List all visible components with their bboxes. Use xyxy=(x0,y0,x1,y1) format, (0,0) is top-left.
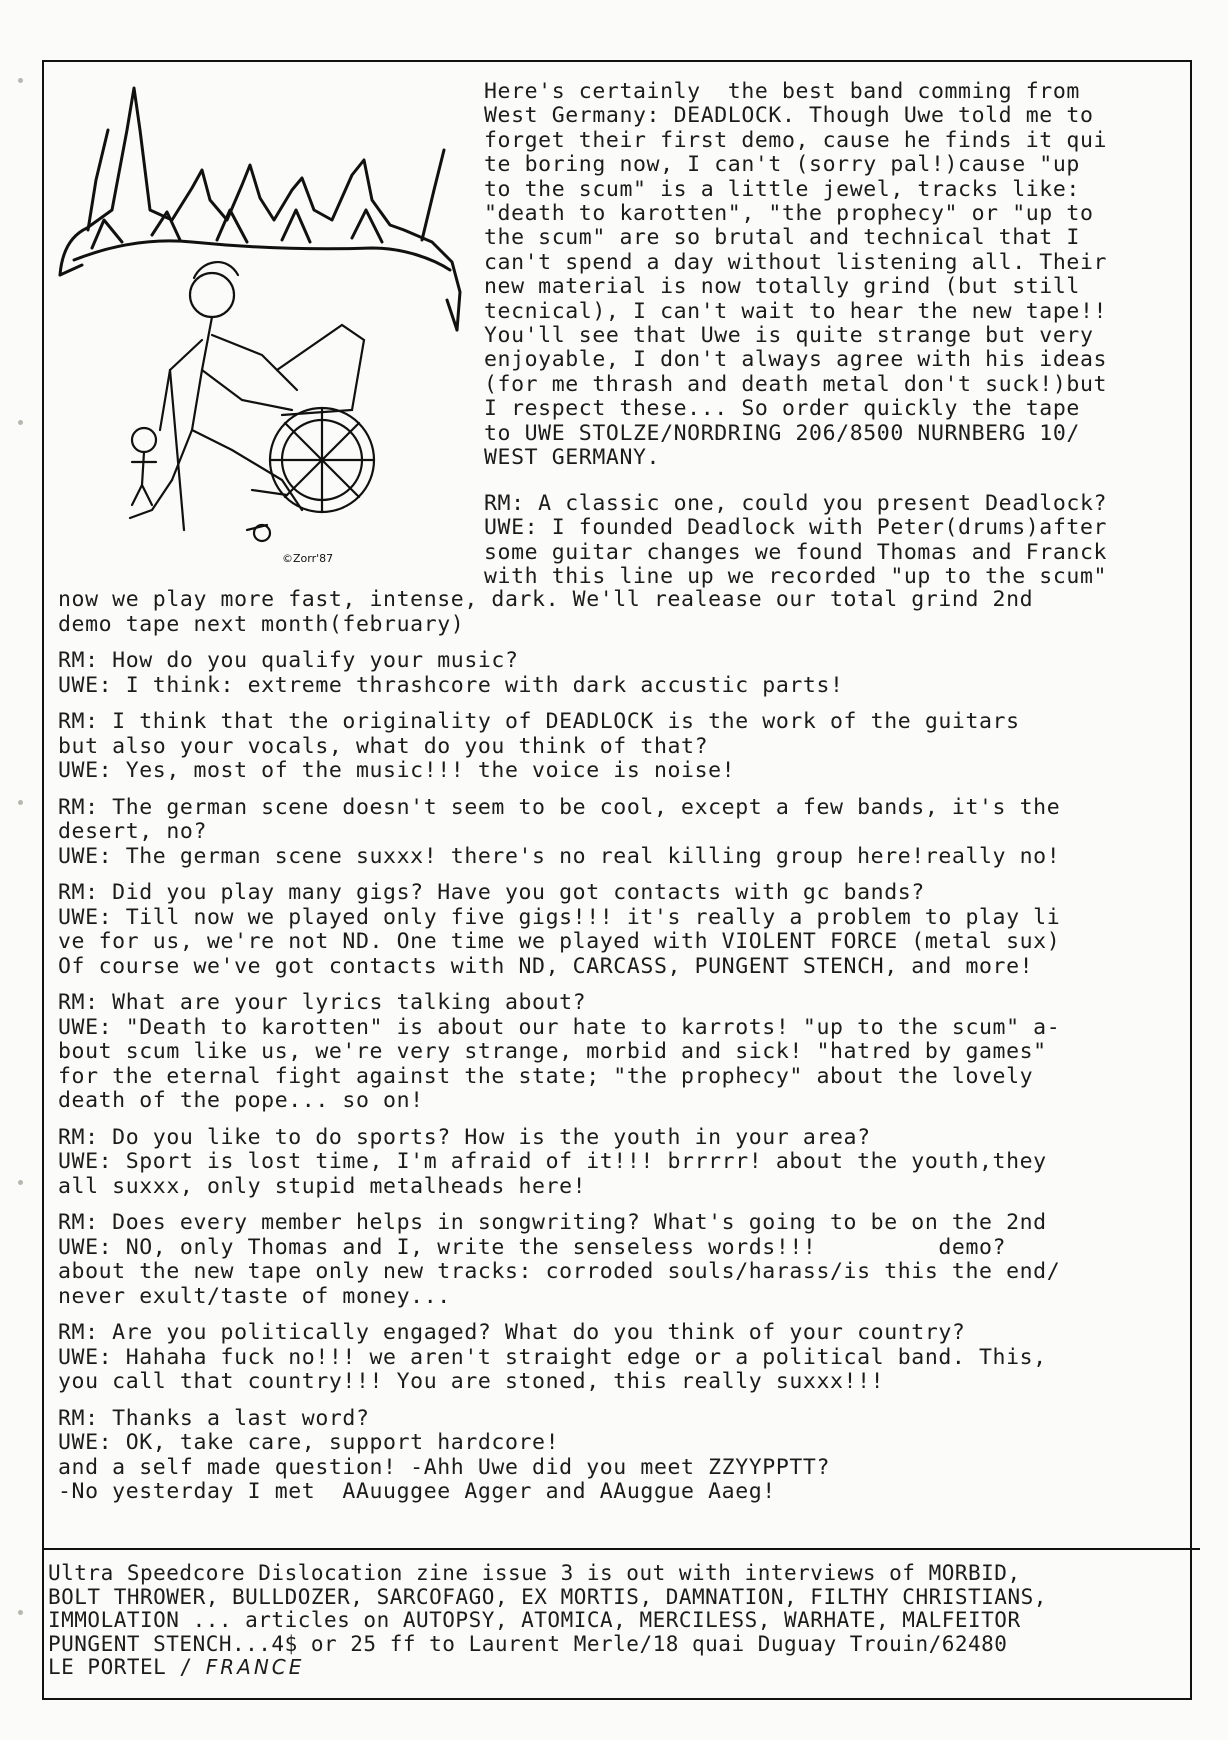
interview-line: now we play more fast, intense, dark. We'll realease our total grind 2nd xyxy=(58,587,1034,612)
interview-line: UWE: Yes, most of the music!!! the voice is noise! xyxy=(58,758,736,783)
intro-line: forget their first demo, cause he finds it qui xyxy=(484,127,1108,153)
interview-line: UWE: The german scene suxxx! there's no real killing group here!really no! xyxy=(58,843,1061,869)
interview-line: UWE: NO, only Thomas and I, write the senseless words!!! demo? xyxy=(58,1234,1007,1260)
interview-paragraph xyxy=(58,649,1193,698)
interview-line: about the new tape only new tracks: corroded souls/harass/is this the end/ xyxy=(58,1259,1061,1284)
interview-line: and a self made question! -Ahh Uwe did you meet ZZYYPPTT? xyxy=(58,1454,831,1480)
intro-line: You'll see that Uwe is quite strange but very xyxy=(484,323,1094,349)
interview-line: RM: Did you play many gigs? Have you got contacts with gc bands? xyxy=(58,880,925,905)
interview-line: you call that country!!! You are stoned, this really suxxx!!! xyxy=(58,1369,885,1394)
interview-line: UWE: OK, take care, support hardcore! xyxy=(58,1430,560,1455)
interview-line: RM: Do you like to do sports? How is the youth in your area? xyxy=(58,1124,871,1150)
interview-line: ve for us, we're not ND. One time we played with VIOLENT FORCE (metal sux) xyxy=(58,929,1061,954)
interview-line: never exult/taste of money... xyxy=(58,1283,451,1309)
handwritten-country: FRANCE xyxy=(205,1655,305,1679)
intro-line: can't spend a day without listening all. Their xyxy=(484,249,1108,275)
interview-line: UWE: Till now we played only five gigs!!! it's really a problem to play li xyxy=(58,904,1061,930)
qa-line: RM: A classic one, could you present Deadlock? xyxy=(484,491,1108,516)
interview-line: RM: The german scene doesn't seem to be cool, except a few bands, it's the xyxy=(58,794,1061,820)
intro-line: te boring now, I can't (sorry pal!)cause "up xyxy=(484,152,1080,178)
band-logo-illustration xyxy=(52,70,472,570)
interview-line: but also your vocals, what do you think of that? xyxy=(58,733,709,759)
footer-divider xyxy=(42,1548,1200,1550)
artist-signature: ©Zorr'87 xyxy=(282,552,334,565)
intro-line: I respect these... So order quickly the tape xyxy=(484,396,1080,422)
interview-paragraph xyxy=(58,991,1193,1114)
interview-line: RM: Are you politically engaged? What do you think of your country? xyxy=(58,1320,966,1345)
intro-line: new material is now totally grind (but still xyxy=(484,274,1080,300)
interview-line: RM: Thanks a last word? xyxy=(58,1405,370,1431)
interview-line: RM: What are your lyrics talking about? xyxy=(58,990,587,1015)
intro-line: tecnical), I can't wait to hear the new tape!! xyxy=(484,298,1108,324)
interview-line: UWE: Hahaha fuck no!!! we aren't straight edge or a political band. This, xyxy=(58,1344,1047,1370)
binder-hole xyxy=(18,1610,23,1615)
qa-line: some guitar changes we found Thomas and Franck xyxy=(484,539,1108,565)
interview-line: demo tape next month(february) xyxy=(58,611,465,637)
intro-line: enjoyable, I don't always agree with his ideas xyxy=(484,347,1108,373)
interview-line: -No yesterday I met AAuuggee Agger and AAuggue Aaeg! xyxy=(58,1479,776,1504)
interview-line: RM: How do you qualify your music? xyxy=(58,648,519,673)
binder-hole xyxy=(18,1180,23,1185)
interview-line: RM: Does every member helps in songwriting? What's going to be on the 2nd xyxy=(58,1210,1047,1235)
qa-line: UWE: I founded Deadlock with Peter(drums)after xyxy=(484,515,1108,541)
intro-line: Here's certainly the best band comming from xyxy=(484,79,1080,104)
interview-paragraph xyxy=(58,796,1193,870)
footer-line: Ultra Speedcore Dislocation zine issue 3 is out with interviews of MORBID, xyxy=(48,1561,1021,1585)
intro-line: to the scum" is a little jewel, tracks like: xyxy=(484,176,1080,202)
interview-paragraph xyxy=(58,1407,1193,1505)
interview-line: Of course we've got contacts with ND, CARCASS, PUNGENT STENCH, and more! xyxy=(58,953,1034,979)
interview-line: all suxxx, only stupid metalheads here! xyxy=(58,1173,587,1199)
interview-line: RM: I think that the originality of DEADLOCK is the work of the guitars xyxy=(58,709,1020,734)
binder-hole xyxy=(18,800,23,805)
interview-paragraph xyxy=(58,1211,1193,1309)
interview-line: desert, no? xyxy=(58,819,207,844)
interview-paragraph xyxy=(58,881,1193,979)
footer-typed-text: LE PORTEL / xyxy=(48,1655,193,1679)
binder-hole xyxy=(18,420,23,425)
intro-line: (for me thrash and death metal don't suck!)but xyxy=(484,371,1108,397)
interview-line: death of the pope... so on! xyxy=(58,1088,424,1113)
intro-line: West Germany: DEADLOCK. Though Uwe told me to xyxy=(484,103,1094,129)
interview-paragraph xyxy=(58,588,1193,637)
intro-line: to UWE STOLZE/NORDRING 206/8500 NURNBERG 10/ xyxy=(484,420,1080,446)
intro-line: WEST GERMANY. xyxy=(484,445,661,471)
footer-line: IMMOLATION ... articles on AUTOPSY, ATOMICA, MERCILESS, WARHATE, MALFEITOR xyxy=(48,1608,1021,1632)
interview-body xyxy=(58,588,1193,1517)
interview-paragraph xyxy=(58,710,1193,784)
intro-text xyxy=(484,80,1194,471)
interview-line: for the eternal fight against the state; "the prophecy" about the lovely xyxy=(58,1063,1034,1089)
deadlock-logo xyxy=(52,70,472,570)
interview-paragraph xyxy=(58,1126,1193,1200)
interview-paragraph xyxy=(58,1321,1193,1395)
interview-line: UWE: "Death to karotten" is about our hate to karrots! "up to the scum" a- xyxy=(58,1014,1061,1040)
qa-line: with this line up we recorded "up to the scum" xyxy=(484,564,1108,590)
footer-line xyxy=(48,1656,1188,1680)
first-question-block xyxy=(484,492,1194,590)
intro-line: the scum" are so brutal and technical that I xyxy=(484,225,1080,251)
binder-hole xyxy=(18,78,23,83)
interview-line: bout scum like us, we're very strange, morbid and sick! "hatred by games" xyxy=(58,1039,1047,1064)
zine-advert-footer xyxy=(48,1562,1188,1680)
interview-line: UWE: Sport is lost time, I'm afraid of it!!! brrrrr! about the youth,they xyxy=(58,1149,1047,1174)
interview-line: UWE: I think: extreme thrashcore with dark accustic parts! xyxy=(58,672,844,698)
footer-line: PUNGENT STENCH...4$ or 25 ff to Laurent Merle/18 quai Duguay Trouin/62480 xyxy=(48,1631,1008,1656)
footer-line: BOLT THROWER, BULLDOZER, SARCOFAGO, EX MORTIS, DAMNATION, FILTHY CHRISTIANS, xyxy=(48,1584,1047,1609)
intro-line: "death to karotten", "the prophecy" or "up to xyxy=(484,201,1094,227)
